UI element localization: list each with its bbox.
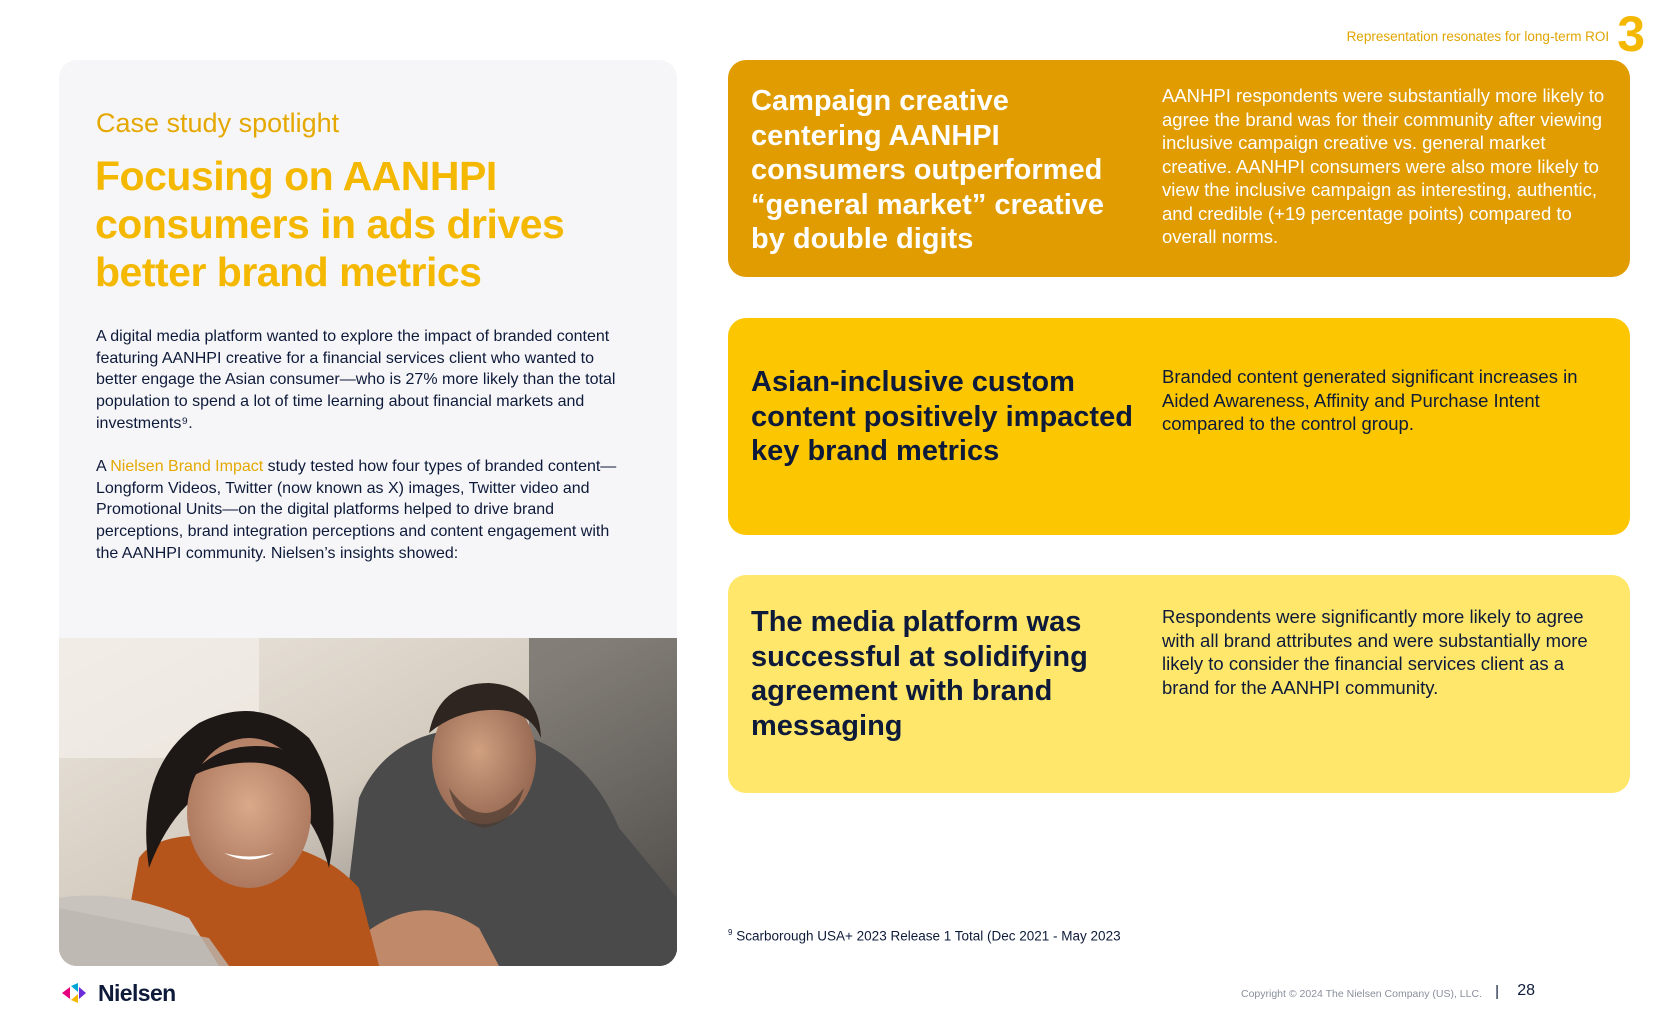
photo-illustration — [59, 638, 677, 966]
nielsen-brand-impact-link[interactable]: Nielsen Brand Impact — [110, 458, 264, 475]
copyright: Copyright © 2024 The Nielsen Company (US), LLC. — [1241, 988, 1482, 1000]
study-paragraph-rest: study tested how four types of branded content—Longform Videos, Twitter (now known as X) images, Twitter video and Promotional Units—on the digital platforms helped to drive brand perceptions, brand integration perceptions and content engagement with the AANHPI community. Nielsen’s insights showed: — [96, 458, 617, 562]
insight-card-1-title: Campaign creative centering AANHPI consumers outperformed “general market” creative by double digits — [751, 85, 1105, 255]
case-study-headline: Focusing on AANHPI consumers in ads drives better brand metrics — [95, 153, 565, 295]
nielsen-logo-icon — [60, 983, 94, 1003]
case-study-panel — [59, 60, 677, 966]
couple-with-laptop-photo — [59, 638, 677, 966]
insight-card-3 — [728, 575, 1630, 793]
study-paragraph — [96, 456, 626, 565]
study-paragraph-prefix: A — [96, 458, 111, 475]
insight-card-2-title: Asian-inclusive custom content positively impacted key brand metrics — [751, 366, 1133, 467]
section-number: 3 — [1617, 6, 1645, 62]
section-title: Representation resonates for long-term ROI — [1346, 28, 1610, 44]
footnote-marker: 9 — [728, 928, 733, 937]
insight-card-1-body: AANHPI respondents were substantially more likely to agree the brand was for their community after viewing inclusive campaign creative vs. general market creative. AANHPI consumers were also more likely to view the inclusive campaign as interesting, authentic, and credible (+19 percentage points) compared to overall norms. — [1162, 85, 1605, 247]
section-header — [1347, 8, 1645, 60]
case-study-eyebrow: Case study spotlight — [96, 108, 340, 138]
footer-separator: | — [1495, 983, 1499, 1000]
nielsen-logo-text: Nielsen — [98, 979, 176, 1006]
footnote — [728, 928, 1121, 944]
insight-card-1 — [728, 60, 1630, 277]
intro-paragraph: A digital media platform wanted to explore the impact of branded content featuring AANHPI creative for a financial services client who wanted to better engage the Asian consumer—who is 27% more likely than the total population to spend a lot of time learning about financial markets and investments⁹. — [96, 328, 616, 432]
insight-card-3-body: Respondents were significantly more likely to agree with all brand attributes and were substantially more likely to consider the financial services client as a brand for the AANHPI community. — [1162, 606, 1588, 698]
insight-card-3-title: The media platform was successful at solidifying agreement with brand messaging — [751, 606, 1088, 742]
footnote-text: Scarborough USA+ 2023 Release 1 Total (Dec 2021 - May 2023 — [736, 928, 1121, 944]
insight-card-2-body: Branded content generated significant increases in Aided Awareness, Affinity and Purchase Intent compared to the control group. — [1162, 366, 1578, 434]
nielsen-logo — [60, 980, 176, 1006]
insight-card-2 — [728, 318, 1630, 535]
page-number: 28 — [1517, 982, 1535, 999]
